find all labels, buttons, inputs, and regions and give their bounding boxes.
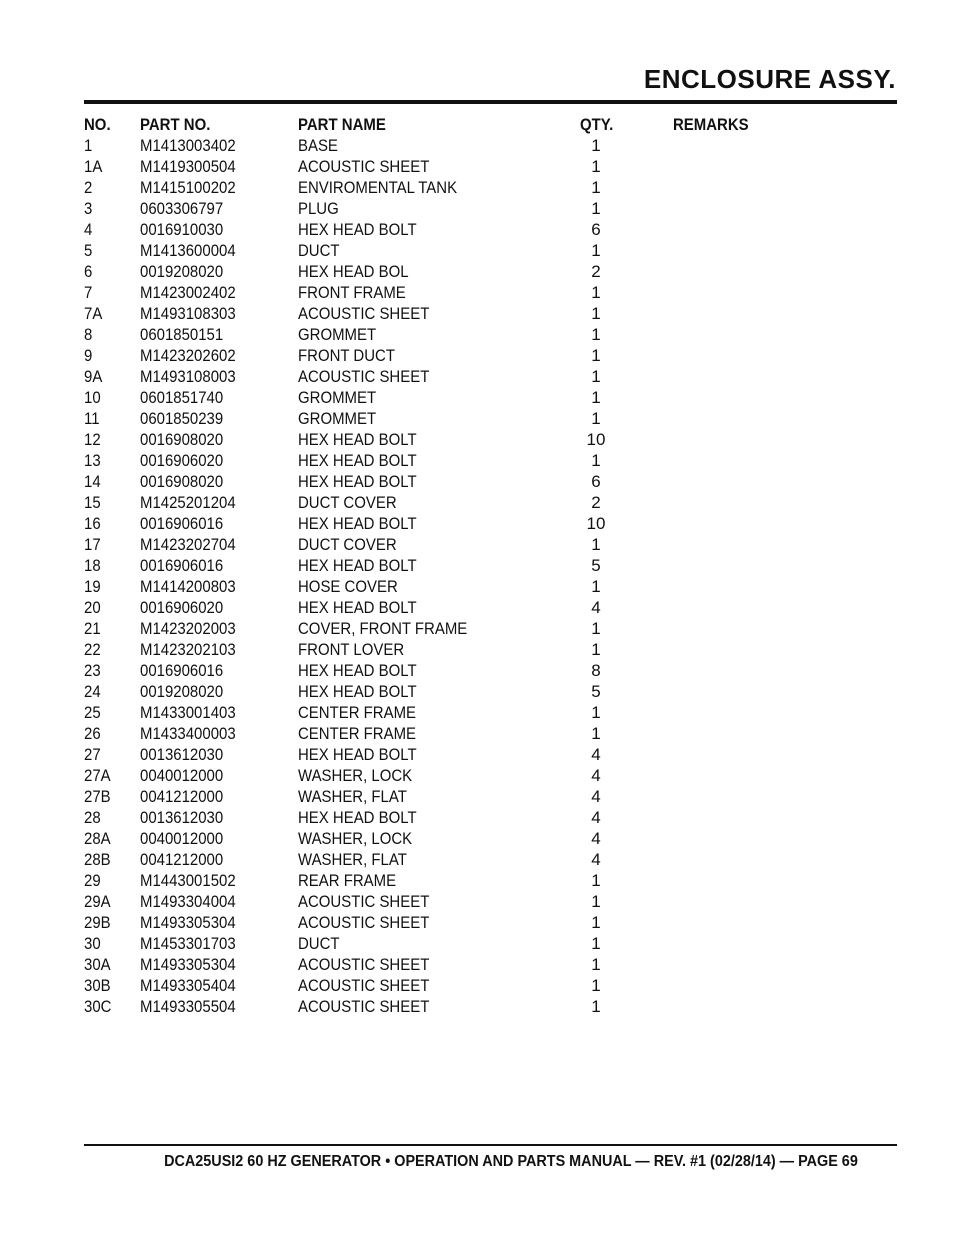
cell-part-no: M1413600004	[140, 241, 236, 260]
cell-no: 12	[84, 430, 101, 449]
table-row	[84, 450, 897, 471]
cell-no: 29B	[84, 913, 111, 932]
table-row	[84, 597, 897, 618]
cell-no: 19	[84, 577, 101, 596]
cell-qty: 1	[591, 535, 601, 554]
table-row	[84, 282, 897, 303]
cell-part-no: 0601850239	[140, 409, 224, 428]
cell-part-no: 0016906016	[140, 556, 224, 575]
cell-no: 26	[84, 724, 101, 743]
table-row	[84, 345, 897, 366]
cell-qty: 1	[591, 451, 601, 470]
cell-no: 22	[84, 640, 101, 659]
table-row	[84, 975, 897, 996]
cell-qty: 1	[591, 619, 601, 638]
cell-qty: 1	[591, 199, 601, 218]
table-row	[84, 261, 897, 282]
cell-part-name: FRONT FRAME	[298, 283, 406, 302]
cell-part-name: PLUG	[298, 199, 339, 218]
cell-qty: 10	[586, 430, 606, 449]
table-row	[84, 891, 897, 912]
table-row	[84, 807, 897, 828]
cell-part-name: ACOUSTIC SHEET	[298, 367, 430, 386]
cell-part-name: HEX HEAD BOLT	[298, 220, 417, 239]
table-row	[84, 555, 897, 576]
cell-qty: 4	[591, 787, 601, 806]
cell-qty: 1	[591, 409, 601, 428]
cell-part-name: DUCT	[298, 241, 340, 260]
cell-part-no: 0601851740	[140, 388, 224, 407]
cell-no: 9	[84, 346, 93, 365]
cell-part-no: M1443001502	[140, 871, 236, 890]
cell-part-name: ACOUSTIC SHEET	[298, 955, 430, 974]
col-header-qty: QTY.	[580, 115, 614, 134]
cell-qty: 1	[591, 976, 601, 995]
cell-part-no: 0019208020	[140, 262, 224, 281]
cell-no: 7A	[84, 304, 103, 323]
cell-part-no: 0016910030	[140, 220, 224, 239]
table-row	[84, 786, 897, 807]
cell-qty: 1	[591, 388, 601, 407]
cell-part-name: BASE	[298, 136, 338, 155]
cell-qty: 1	[591, 346, 601, 365]
cell-part-no: M1419300504	[140, 157, 236, 176]
cell-part-no: M1423202103	[140, 640, 236, 659]
cell-qty: 4	[591, 808, 601, 827]
cell-no: 21	[84, 619, 101, 638]
table-row	[84, 954, 897, 975]
cell-part-name: ACOUSTIC SHEET	[298, 892, 430, 911]
cell-part-no: 0016908020	[140, 472, 224, 491]
cell-no: 28A	[84, 829, 111, 848]
cell-no: 30B	[84, 976, 111, 995]
cell-no: 8	[84, 325, 93, 344]
cell-qty: 1	[591, 157, 601, 176]
cell-part-no: M1413003402	[140, 136, 236, 155]
table-header	[84, 114, 897, 135]
cell-part-no: M1493305304	[140, 913, 236, 932]
table-row	[84, 744, 897, 765]
cell-part-name: HEX HEAD BOLT	[298, 682, 417, 701]
cell-part-no: M1493305504	[140, 997, 236, 1016]
cell-qty: 1	[591, 913, 601, 932]
cell-no: 27A	[84, 766, 111, 785]
cell-part-name: FRONT LOVER	[298, 640, 405, 659]
cell-no: 9A	[84, 367, 103, 386]
table-row	[84, 429, 897, 450]
cell-no: 2	[84, 178, 93, 197]
table-row	[84, 177, 897, 198]
cell-part-no: M1433400003	[140, 724, 236, 743]
table-row	[84, 240, 897, 261]
cell-qty: 1	[591, 955, 601, 974]
cell-qty: 4	[591, 850, 601, 869]
cell-part-name: HEX HEAD BOLT	[298, 451, 417, 470]
cell-part-name: COVER, FRONT FRAME	[298, 619, 468, 638]
table-row	[84, 702, 897, 723]
cell-no: 23	[84, 661, 101, 680]
cell-qty: 4	[591, 745, 601, 764]
cell-part-name: ACOUSTIC SHEET	[298, 157, 430, 176]
cell-qty: 2	[591, 493, 601, 512]
cell-part-no: M1493305304	[140, 955, 236, 974]
parts-table	[84, 114, 897, 1017]
cell-no: 18	[84, 556, 101, 575]
cell-part-name: HEX HEAD BOLT	[298, 472, 417, 491]
table-row	[84, 303, 897, 324]
cell-no: 20	[84, 598, 101, 617]
cell-qty: 8	[591, 661, 601, 680]
cell-no: 29	[84, 871, 101, 890]
cell-qty: 2	[591, 262, 601, 281]
cell-part-name: WASHER, FLAT	[298, 850, 407, 869]
cell-qty: 4	[591, 598, 601, 617]
cell-no: 24	[84, 682, 101, 701]
cell-part-name: ACOUSTIC SHEET	[298, 976, 430, 995]
table-row	[84, 471, 897, 492]
cell-qty: 1	[591, 724, 601, 743]
cell-qty: 1	[591, 178, 601, 197]
cell-part-name: CENTER FRAME	[298, 724, 417, 743]
cell-no: 30	[84, 934, 101, 953]
cell-qty: 6	[591, 220, 601, 239]
cell-part-no: 0041212000	[140, 850, 224, 869]
cell-part-name: DUCT	[298, 934, 340, 953]
cell-part-name: GROMMET	[298, 409, 377, 428]
cell-qty: 1	[591, 997, 601, 1016]
cell-part-no: 0041212000	[140, 787, 224, 806]
cell-no: 30A	[84, 955, 111, 974]
col-header-no: NO.	[84, 115, 111, 134]
table-row	[84, 156, 897, 177]
cell-part-no: 0016908020	[140, 430, 224, 449]
cell-part-no: M1425201204	[140, 493, 236, 512]
cell-part-name: WASHER, LOCK	[298, 766, 413, 785]
cell-part-no: 0603306797	[140, 199, 224, 218]
cell-no: 1	[84, 136, 93, 155]
table-row	[84, 408, 897, 429]
cell-part-name: HEX HEAD BOLT	[298, 745, 417, 764]
cell-part-name: HEX HEAD BOLT	[298, 556, 417, 575]
table-row	[84, 387, 897, 408]
cell-part-no: 0019208020	[140, 682, 224, 701]
table-row	[84, 324, 897, 345]
table-row	[84, 828, 897, 849]
table-row	[84, 933, 897, 954]
cell-part-name: DUCT COVER	[298, 535, 397, 554]
cell-qty: 5	[591, 556, 601, 575]
cell-no: 16	[84, 514, 101, 533]
cell-qty: 1	[591, 892, 601, 911]
cell-part-name: HEX HEAD BOLT	[298, 808, 417, 827]
table-row	[84, 681, 897, 702]
cell-no: 7	[84, 283, 93, 302]
cell-no: 1A	[84, 157, 103, 176]
cell-qty: 1	[591, 703, 601, 722]
cell-part-name: HOSE COVER	[298, 577, 398, 596]
cell-part-name: ACOUSTIC SHEET	[298, 997, 430, 1016]
cell-part-name: HEX HEAD BOL	[298, 262, 409, 281]
cell-part-no: 0013612030	[140, 745, 224, 764]
cell-part-name: ACOUSTIC SHEET	[298, 304, 430, 323]
cell-part-no: M1423002402	[140, 283, 236, 302]
col-header-part-name: PART NAME	[298, 115, 386, 134]
cell-part-no: 0013612030	[140, 808, 224, 827]
cell-qty: 1	[591, 241, 601, 260]
cell-part-no: M1493108003	[140, 367, 236, 386]
cell-no: 13	[84, 451, 101, 470]
cell-part-name: REAR FRAME	[298, 871, 397, 890]
col-header-remarks: REMARKS	[673, 115, 749, 134]
table-row	[84, 198, 897, 219]
cell-no: 10	[84, 388, 101, 407]
cell-no: 11	[84, 409, 100, 428]
cell-part-name: ACOUSTIC SHEET	[298, 913, 430, 932]
page-title: ENCLOSURE ASSY.	[643, 64, 896, 94]
cell-part-name: HEX HEAD BOLT	[298, 514, 417, 533]
cell-no: 29A	[84, 892, 111, 911]
cell-qty: 1	[591, 136, 601, 155]
cell-part-no: 0016906020	[140, 451, 224, 470]
cell-part-name: HEX HEAD BOLT	[298, 430, 417, 449]
cell-part-no: M1423202704	[140, 535, 236, 554]
table-body	[84, 135, 897, 1017]
cell-part-no: 0040012000	[140, 829, 224, 848]
cell-part-name: HEX HEAD BOLT	[298, 661, 417, 680]
cell-no: 27	[84, 745, 101, 764]
cell-no: 28B	[84, 850, 111, 869]
cell-part-no: M1423202003	[140, 619, 236, 638]
cell-part-name: DUCT COVER	[298, 493, 397, 512]
cell-part-no: M1423202602	[140, 346, 236, 365]
cell-qty: 4	[591, 829, 601, 848]
cell-no: 15	[84, 493, 101, 512]
title-rule	[84, 100, 897, 104]
cell-qty: 1	[591, 577, 601, 596]
table-row	[84, 870, 897, 891]
cell-part-name: CENTER FRAME	[298, 703, 417, 722]
cell-part-no: 0040012000	[140, 766, 224, 785]
cell-no: 27B	[84, 787, 111, 806]
table-row	[84, 660, 897, 681]
table-row	[84, 996, 897, 1017]
cell-qty: 1	[591, 640, 601, 659]
cell-part-name: GROMMET	[298, 388, 377, 407]
cell-part-no: M1493305404	[140, 976, 236, 995]
cell-qty: 5	[591, 682, 601, 701]
table-row	[84, 534, 897, 555]
cell-part-no: 0016906016	[140, 514, 224, 533]
cell-part-no: 0601850151	[140, 325, 224, 344]
cell-part-no: M1433001403	[140, 703, 236, 722]
table-row	[84, 912, 897, 933]
cell-part-name: HEX HEAD BOLT	[298, 598, 417, 617]
cell-no: 30C	[84, 997, 112, 1016]
table-row	[84, 513, 897, 534]
cell-part-name: FRONT DUCT	[298, 346, 395, 365]
table-row	[84, 135, 897, 156]
cell-no: 3	[84, 199, 93, 218]
cell-no: 5	[84, 241, 93, 260]
table-row	[84, 765, 897, 786]
cell-qty: 1	[591, 871, 601, 890]
cell-no: 25	[84, 703, 101, 722]
cell-qty: 1	[591, 325, 601, 344]
cell-no: 6	[84, 262, 93, 281]
footer-rule	[84, 1144, 897, 1146]
cell-part-name: WASHER, FLAT	[298, 787, 407, 806]
cell-no: 28	[84, 808, 101, 827]
cell-part-no: M1415100202	[140, 178, 236, 197]
cell-part-no: M1493108303	[140, 304, 236, 323]
table-row	[84, 723, 897, 744]
cell-part-name: GROMMET	[298, 325, 377, 344]
cell-part-no: M1493304004	[140, 892, 236, 911]
cell-part-name: WASHER, LOCK	[298, 829, 413, 848]
cell-part-no: M1453301703	[140, 934, 236, 953]
cell-qty: 1	[591, 304, 601, 323]
table-row	[84, 219, 897, 240]
table-row	[84, 492, 897, 513]
cell-part-no: 0016906020	[140, 598, 224, 617]
cell-no: 4	[84, 220, 93, 239]
table-row	[84, 618, 897, 639]
cell-qty: 6	[591, 472, 601, 491]
table-row	[84, 366, 897, 387]
cell-part-no: 0016906016	[140, 661, 224, 680]
cell-part-no: M1414200803	[140, 577, 236, 596]
cell-qty: 1	[591, 367, 601, 386]
cell-qty: 1	[591, 934, 601, 953]
table-row	[84, 639, 897, 660]
col-header-part-no: PART NO.	[140, 115, 211, 134]
page-footer: DCA25USI2 60 HZ GENERATOR • OPERATION AND PARTS MANUAL — REV. #1 (02/28/14) — PAGE 69	[164, 1153, 858, 1170]
table-row	[84, 849, 897, 870]
cell-qty: 4	[591, 766, 601, 785]
table-row	[84, 576, 897, 597]
cell-part-name: ENVIROMENTAL TANK	[298, 178, 458, 197]
cell-no: 14	[84, 472, 101, 491]
cell-no: 17	[84, 535, 101, 554]
cell-qty: 10	[586, 514, 606, 533]
cell-qty: 1	[591, 283, 601, 302]
